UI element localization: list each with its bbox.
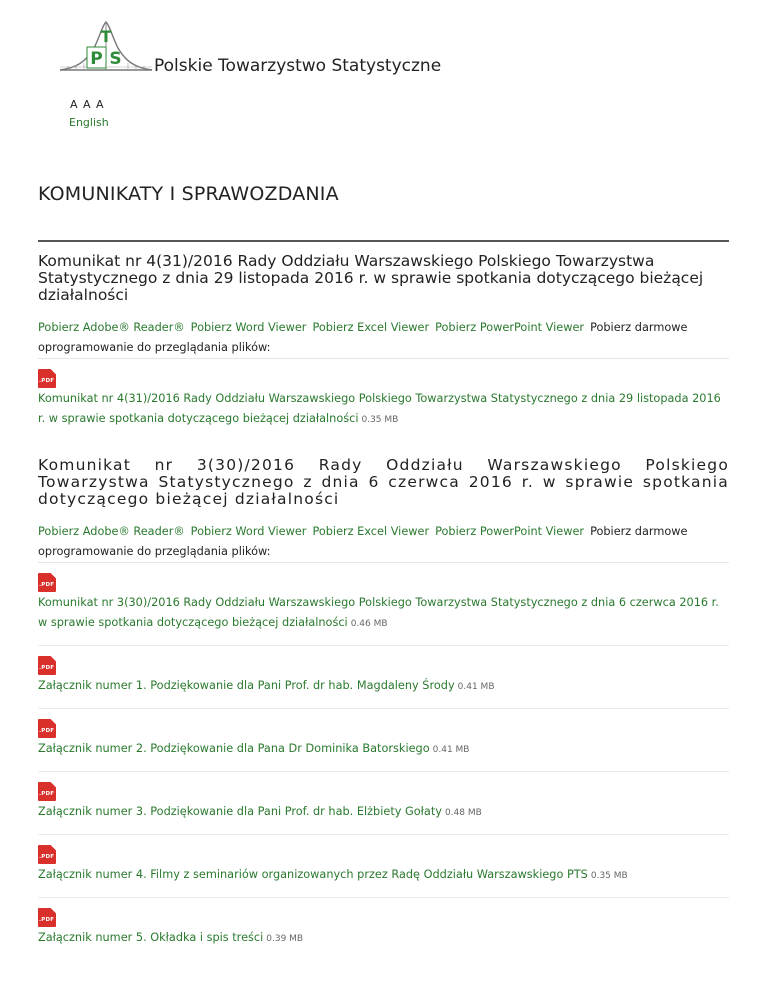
file-item [38,646,729,709]
pdf-icon[interactable]: .PDF [38,845,56,864]
pts-logo[interactable] [58,18,154,74]
file-list [38,563,729,960]
file-list [38,359,729,441]
pdf-icon[interactable]: .PDF [38,719,56,738]
file-item [38,898,729,960]
pdf-icon[interactable]: .PDF [38,573,56,592]
software-downloads [38,522,729,562]
article [38,253,729,441]
logo-letter-s: S [109,49,122,69]
file-item [38,359,729,441]
pdf-icon[interactable]: .PDF [38,656,56,675]
file-link[interactable]: Komunikat nr 4(31)/2016 Rady Oddziału Warszawskiego Polskiego Towarzystwa Statystycznego z dnia 29 listopada 2016 r. w sprawie spotkania dotyczącego bieżącej działalności [38,392,721,425]
page-title: KOMUNIKATY I SPRAWOZDANIA [38,183,339,205]
word-viewer-link[interactable]: Pobierz Word Viewer [190,321,307,334]
file-item [38,709,729,772]
file-size: 0.39 MB [266,934,304,944]
adobe-reader-link[interactable]: Pobierz Adobe® Reader® [38,525,185,538]
file-item [38,772,729,835]
file-link[interactable]: Załącznik numer 4. Filmy z seminariów organizowanych przez Radę Oddziału Warszawskiego PTS [38,868,588,881]
file-size: 0.41 MB [457,682,495,692]
pdf-icon[interactable]: .PDF [38,369,56,388]
article [38,457,729,960]
site-header [58,18,478,78]
file-size: 0.48 MB [444,808,482,818]
powerpoint-viewer-link[interactable]: Pobierz PowerPoint Viewer [435,525,585,538]
file-link[interactable]: Załącznik numer 5. Okładka i spis treści [38,931,264,944]
title-divider [38,240,729,242]
site-name[interactable]: Polskie Towarzystwo Statystyczne [154,56,442,76]
software-note: Pobierz darmowe oprogramowanie do przeglądania plików: [38,321,688,354]
article-title: Komunikat nr 4(31)/2016 Rady Oddziału Warszawskiego Polskiego Towarzystwa Statystycznego z dnia 29 listopada 2016 r. w sprawie spotkania dotyczącego bieżącej działalności [38,252,704,304]
logo-letter-t: T [100,27,112,46]
file-item [38,563,729,646]
file-link[interactable]: Załącznik numer 3. Podziękowanie dla Pani Prof. dr hab. Elżbiety Gołaty [38,805,442,818]
font-size-controls[interactable]: A A A [70,98,105,111]
file-size: 0.35 MB [361,415,399,425]
file-size: 0.35 MB [590,871,628,881]
logo-letter-p: P [90,49,103,69]
excel-viewer-link[interactable]: Pobierz Excel Viewer [312,321,430,334]
file-link[interactable]: Komunikat nr 3(30)/2016 Rady Oddziału Warszawskiego Polskiego Towarzystwa Statystycznego z dnia 6 czerwca 2016 r. w sprawie spotkania dotyczącego bieżącej działalności [38,596,719,629]
pdf-icon[interactable]: .PDF [38,782,56,801]
language-link-english[interactable]: English [69,116,109,129]
software-note: Pobierz darmowe oprogramowanie do przeglądania plików: [38,525,688,558]
software-downloads [38,318,729,358]
file-link[interactable]: Załącznik numer 1. Podziękowanie dla Pani Prof. dr hab. Magdaleny Środy [38,679,455,692]
powerpoint-viewer-link[interactable]: Pobierz PowerPoint Viewer [435,321,585,334]
file-item [38,835,729,898]
file-link[interactable]: Załącznik numer 2. Podziękowanie dla Pana Dr Dominika Batorskiego [38,742,430,755]
file-size: 0.41 MB [432,745,470,755]
pdf-icon[interactable]: .PDF [38,908,56,927]
word-viewer-link[interactable]: Pobierz Word Viewer [190,525,307,538]
excel-viewer-link[interactable]: Pobierz Excel Viewer [312,525,430,538]
file-size: 0.46 MB [350,619,388,629]
article-title: Komunikat nr 3(30)/2016 Rady Oddziału Warszawskiego Polskiego Towarzystwa Statystycznego z dnia 6 czerwca 2016 r. w sprawie spotkania dotyczącego bieżącej działalności [38,456,729,508]
adobe-reader-link[interactable]: Pobierz Adobe® Reader® [38,321,185,334]
